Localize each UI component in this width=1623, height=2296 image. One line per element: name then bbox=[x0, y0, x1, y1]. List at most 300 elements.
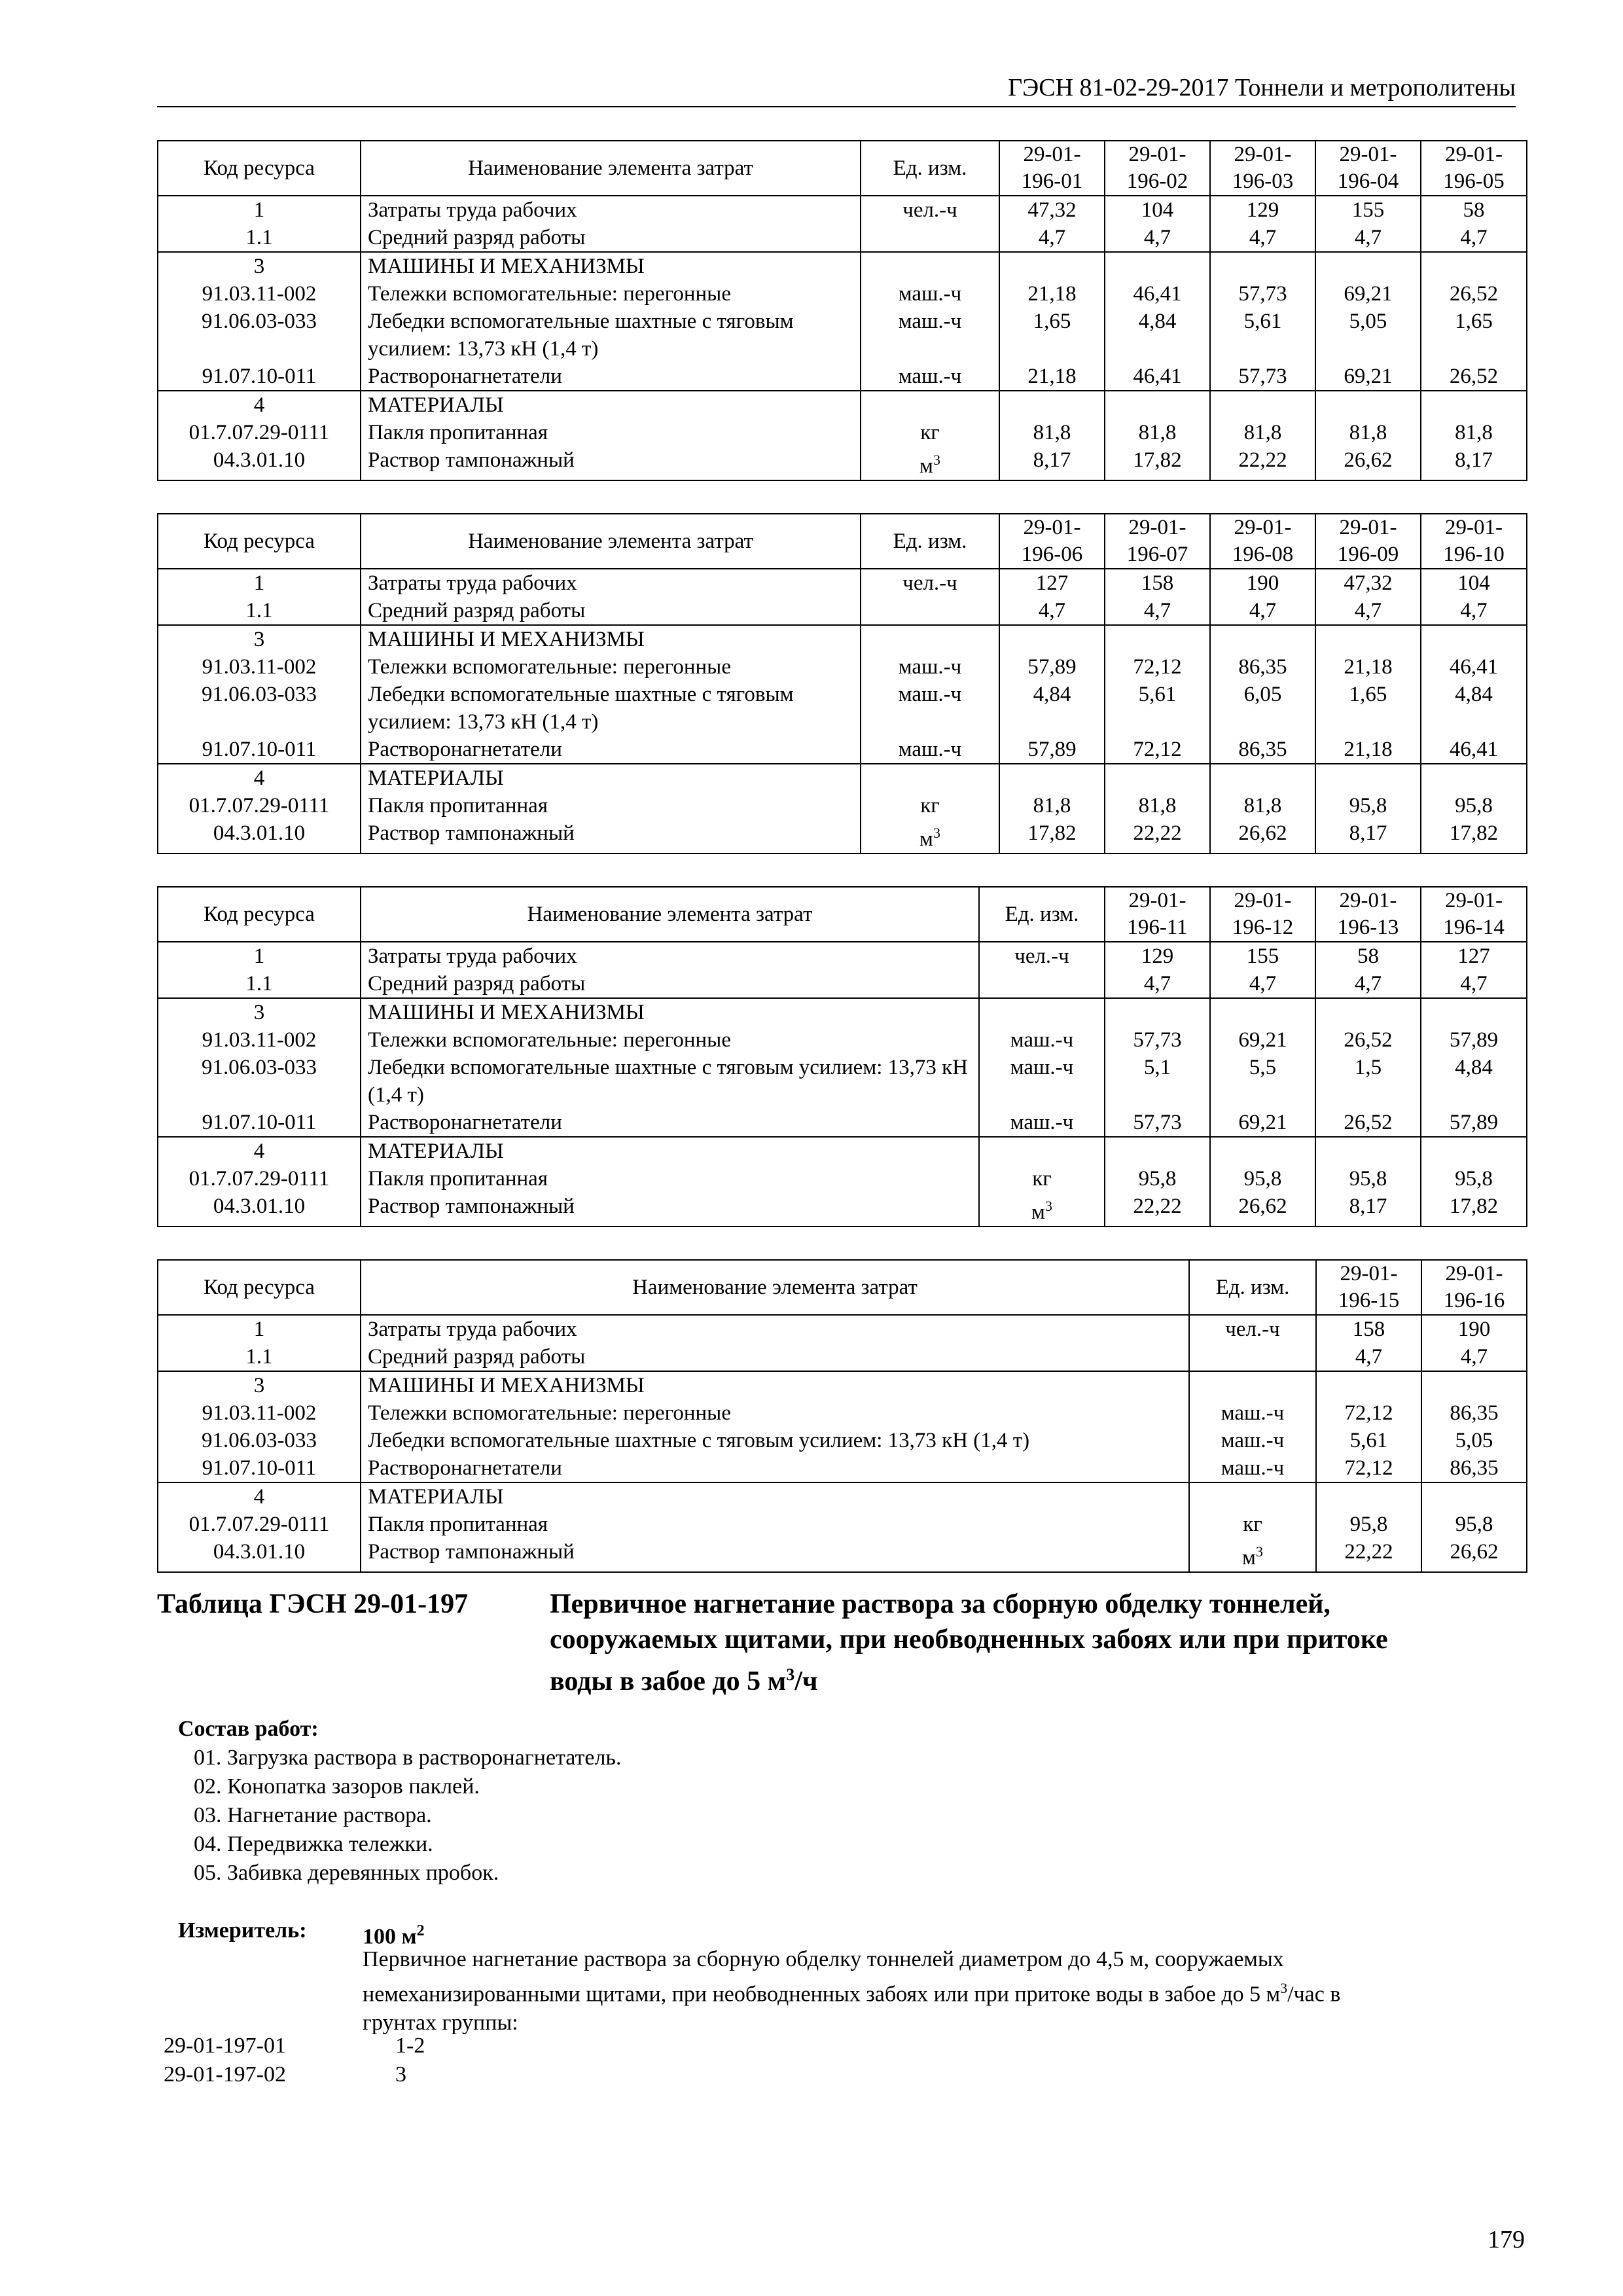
resource-value: 104 bbox=[1421, 569, 1527, 597]
header-code-col: Код ресурса bbox=[158, 514, 361, 569]
header-norm-code bbox=[1105, 514, 1210, 569]
resource-code: 1.1 bbox=[158, 1343, 361, 1371]
resource-value: 22,22 bbox=[1210, 446, 1315, 480]
page-number: 179 bbox=[1488, 2226, 1525, 2253]
resource-unit: маш.-ч bbox=[1189, 1454, 1316, 1482]
table-row bbox=[158, 653, 1527, 681]
work-item-02: 02. Конопатка зазоров паклей. bbox=[194, 1774, 480, 1799]
resource-name: Растворонагнетатели bbox=[361, 1454, 1189, 1482]
resource-value: 57,89 bbox=[1421, 1109, 1527, 1137]
norm-code-line2: 196-04 bbox=[1337, 170, 1399, 193]
table-row bbox=[158, 736, 1527, 764]
header-norm-code bbox=[1105, 141, 1210, 196]
measurement-description bbox=[363, 1945, 1527, 2037]
resource-value: 86,35 bbox=[1210, 653, 1315, 681]
resource-code: 04.3.01.10 bbox=[158, 1193, 361, 1227]
resource-name: Затраты труда рабочих bbox=[361, 942, 979, 970]
resource-code: 3 bbox=[158, 1371, 361, 1399]
resource-value: 129 bbox=[1105, 942, 1210, 970]
resource-value: 69,21 bbox=[1210, 1109, 1315, 1137]
resource-name: Лебедки вспомогательные шахтные с тяговым усилием: 13,73 кН (1,4 т) bbox=[361, 1427, 1189, 1454]
resource-value: 47,32 bbox=[999, 196, 1105, 224]
resource-value bbox=[999, 625, 1105, 653]
resource-value: 4,7 bbox=[1421, 1343, 1527, 1371]
resource-value bbox=[1316, 1371, 1421, 1399]
resource-name: Тележки вспомогательные: перегонные bbox=[361, 280, 861, 308]
unit-sup: 3 bbox=[1044, 1198, 1052, 1214]
norm-code-line1: 29-01- bbox=[1445, 143, 1503, 166]
resource-unit bbox=[979, 1137, 1105, 1165]
norm-code-line2: 196-07 bbox=[1126, 543, 1188, 566]
resource-value: 21,18 bbox=[999, 363, 1105, 391]
measurement-desc-line-2a: немеханизированными щитами, при необводненных забоях или при притоке воды в забое до 5 м bbox=[363, 1982, 1281, 2007]
table-row bbox=[158, 419, 1527, 446]
resource-value: 72,12 bbox=[1105, 736, 1210, 764]
norm-code-line2: 196-03 bbox=[1232, 170, 1294, 193]
measurement-desc-line-2b: /час в bbox=[1287, 1982, 1341, 2007]
measurement-row-code-2: 29-01-197-02 bbox=[164, 2062, 286, 2087]
table-row bbox=[158, 942, 1527, 970]
resource-value: 4,7 bbox=[1105, 597, 1210, 625]
resource-name: МАТЕРИАЛЫ bbox=[361, 1137, 979, 1165]
resource-value: 5,05 bbox=[1421, 1427, 1527, 1454]
resource-unit: чел.-ч bbox=[979, 942, 1105, 970]
resource-unit: маш.-ч bbox=[1189, 1399, 1316, 1427]
header-norm-code bbox=[1210, 141, 1315, 196]
header-unit-col: Ед. изм. bbox=[1189, 1260, 1316, 1315]
resource-value: 46,41 bbox=[1105, 280, 1210, 308]
table-197-title-line-1: Первичное нагнетание раствора за сборную обделку тоннелей, bbox=[550, 1589, 1330, 1619]
measurement-label: Измеритель: bbox=[178, 1918, 307, 1943]
resource-name: Средний разряд работы bbox=[361, 224, 861, 252]
resource-unit bbox=[861, 224, 999, 252]
resource-value: 81,8 bbox=[1210, 419, 1315, 446]
resource-value bbox=[1210, 998, 1315, 1026]
resource-value: 4,7 bbox=[1421, 597, 1527, 625]
header-norm-code bbox=[999, 141, 1105, 196]
resource-name: Лебедки вспомогательные шахтные с тяговым усилием: 13,73 кН (1,4 т) bbox=[361, 681, 861, 736]
table-row bbox=[158, 1399, 1527, 1427]
resource-code: 04.3.01.10 bbox=[158, 819, 361, 853]
resource-unit: маш.-ч bbox=[861, 736, 999, 764]
resource-code: 4 bbox=[158, 764, 361, 792]
resource-table-1 bbox=[157, 140, 1527, 481]
table-row bbox=[158, 1482, 1527, 1511]
norm-code-line2: 196-16 bbox=[1443, 1289, 1505, 1312]
header-norm-code bbox=[1105, 887, 1210, 942]
resource-value: 95,8 bbox=[1315, 1165, 1421, 1193]
measurement-desc-sup: 3 bbox=[1280, 1980, 1288, 1996]
header-name-col: Наименование элемента затрат bbox=[361, 514, 861, 569]
norm-code-line2: 196-09 bbox=[1337, 543, 1399, 566]
resource-value: 81,8 bbox=[1105, 792, 1210, 819]
norm-code-line2: 196-10 bbox=[1443, 543, 1505, 566]
resource-unit bbox=[979, 970, 1105, 998]
resource-unit bbox=[861, 597, 999, 625]
resource-value: 95,8 bbox=[1316, 1511, 1421, 1538]
resource-value: 57,89 bbox=[999, 653, 1105, 681]
resource-value: 81,8 bbox=[999, 419, 1105, 446]
resource-code: 1 bbox=[158, 1315, 361, 1343]
resource-value: 1,65 bbox=[999, 308, 1105, 363]
resource-value: 95,8 bbox=[1315, 792, 1421, 819]
resource-code: 91.03.11-002 bbox=[158, 653, 361, 681]
resource-unit bbox=[861, 764, 999, 792]
resource-value: 46,41 bbox=[1421, 736, 1527, 764]
resource-unit bbox=[1189, 1371, 1316, 1399]
header-norm-code bbox=[1210, 887, 1315, 942]
resource-name: МАШИНЫ И МЕХАНИЗМЫ bbox=[361, 625, 861, 653]
resource-code: 91.07.10-011 bbox=[158, 1109, 361, 1137]
resource-name: Растворонагнетатели bbox=[361, 1109, 979, 1137]
norm-code-line1: 29-01- bbox=[1023, 516, 1081, 539]
resource-value bbox=[1105, 252, 1210, 280]
resource-code: 91.07.10-011 bbox=[158, 363, 361, 391]
resource-code: 01.7.07.29-0111 bbox=[158, 1511, 361, 1538]
norm-code-line1: 29-01- bbox=[1445, 889, 1503, 912]
resource-value: 4,7 bbox=[1105, 224, 1210, 252]
resource-unit bbox=[1189, 1343, 1316, 1371]
header-norm-code bbox=[1316, 1260, 1421, 1315]
resource-value: 22,22 bbox=[1316, 1538, 1421, 1572]
resource-unit: чел.-ч bbox=[1189, 1315, 1316, 1343]
measurement-value-sup: 2 bbox=[416, 1922, 425, 1939]
table-row bbox=[158, 625, 1527, 653]
resource-value: 21,18 bbox=[1315, 736, 1421, 764]
measurement-desc-line-1: Первичное нагнетание раствора за сборную обделку тоннелей диаметром до 4,5 м, сооружаемых bbox=[363, 1947, 1284, 1971]
header-norm-code bbox=[1421, 1260, 1527, 1315]
resource-name: Лебедки вспомогательные шахтные с тяговым усилием: 13,73 кН (1,4 т) bbox=[361, 308, 861, 363]
norm-code-line1: 29-01- bbox=[1340, 1262, 1398, 1285]
resource-table-3 bbox=[157, 886, 1527, 1227]
resource-code: 4 bbox=[158, 1137, 361, 1165]
resource-value: 26,52 bbox=[1421, 363, 1527, 391]
resource-value bbox=[1315, 252, 1421, 280]
header-norm-code bbox=[1315, 141, 1421, 196]
norm-code-line1: 29-01- bbox=[1234, 516, 1292, 539]
resource-name: Раствор тампонажный bbox=[361, 446, 861, 480]
resource-value: 22,22 bbox=[1105, 819, 1210, 853]
resource-value: 95,8 bbox=[1105, 1165, 1210, 1193]
table-197-label: Таблица ГЭСН 29-01-197 bbox=[157, 1589, 469, 1619]
norm-code-line1: 29-01- bbox=[1339, 889, 1397, 912]
resource-code: 04.3.01.10 bbox=[158, 446, 361, 480]
measurement-row-group-1: 1-2 bbox=[395, 2034, 425, 2058]
resource-value bbox=[1315, 1137, 1421, 1165]
resource-name: Лебедки вспомогательные шахтные с тяговым усилием: 13,73 кН (1,4 т) bbox=[361, 1054, 979, 1109]
resource-value bbox=[1105, 998, 1210, 1026]
resource-value: 5,1 bbox=[1105, 1054, 1210, 1109]
resource-code: 01.7.07.29-0111 bbox=[158, 1165, 361, 1193]
resource-value: 57,73 bbox=[1210, 280, 1315, 308]
table-row bbox=[158, 998, 1527, 1026]
resource-value: 4,84 bbox=[1105, 308, 1210, 363]
table-row bbox=[158, 1538, 1527, 1572]
resource-value: 69,21 bbox=[1210, 1026, 1315, 1054]
resource-unit bbox=[1189, 1482, 1316, 1511]
work-item-03: 03. Нагнетание раствора. bbox=[194, 1803, 432, 1827]
work-composition bbox=[178, 1715, 1356, 1888]
resource-unit bbox=[861, 252, 999, 280]
resource-code: 01.7.07.29-0111 bbox=[158, 419, 361, 446]
resource-value: 190 bbox=[1421, 1315, 1527, 1343]
resource-value: 47,32 bbox=[1315, 569, 1421, 597]
resource-name: Пакля пропитанная bbox=[361, 419, 861, 446]
resource-name: Раствор тампонажный bbox=[361, 819, 861, 853]
resource-value bbox=[1421, 1137, 1527, 1165]
resource-value: 190 bbox=[1210, 569, 1315, 597]
unit-text: м bbox=[1031, 1200, 1045, 1224]
resource-value: 158 bbox=[1105, 569, 1210, 597]
table-row bbox=[158, 819, 1527, 853]
resource-unit: маш.-ч bbox=[861, 653, 999, 681]
resource-value: 4,7 bbox=[1316, 1343, 1421, 1371]
resource-code: 1 bbox=[158, 942, 361, 970]
table-row bbox=[158, 681, 1527, 736]
norm-code-line2: 196-02 bbox=[1126, 170, 1188, 193]
resource-value: 5,61 bbox=[1105, 681, 1210, 736]
resource-value: 72,12 bbox=[1316, 1454, 1421, 1482]
resource-value: 72,12 bbox=[1316, 1399, 1421, 1427]
table-row bbox=[158, 970, 1527, 998]
measurement-desc-line-2 bbox=[363, 1974, 1527, 2009]
resource-name: Средний разряд работы bbox=[361, 597, 861, 625]
resource-value: 21,18 bbox=[1315, 653, 1421, 681]
resource-value bbox=[999, 391, 1105, 419]
resource-value: 4,7 bbox=[1315, 970, 1421, 998]
resource-name: Пакля пропитанная bbox=[361, 1165, 979, 1193]
norm-code-line2: 196-08 bbox=[1232, 543, 1294, 566]
resource-value: 69,21 bbox=[1315, 280, 1421, 308]
table-row bbox=[158, 196, 1527, 224]
table-row bbox=[158, 764, 1527, 792]
resource-value: 17,82 bbox=[1105, 446, 1210, 480]
header-code-col: Код ресурса bbox=[158, 887, 361, 942]
norm-code-line2: 196-05 bbox=[1443, 170, 1505, 193]
resource-value bbox=[1421, 1371, 1527, 1399]
resource-unit: маш.-ч bbox=[979, 1109, 1105, 1137]
resource-value: 127 bbox=[999, 569, 1105, 597]
resource-name: МАТЕРИАЛЫ bbox=[361, 391, 861, 419]
resource-name: МАШИНЫ И МЕХАНИЗМЫ bbox=[361, 998, 979, 1026]
resource-value: 4,7 bbox=[1210, 597, 1315, 625]
resource-value: 58 bbox=[1315, 942, 1421, 970]
table-row bbox=[158, 308, 1527, 363]
norm-code-line1: 29-01- bbox=[1445, 1262, 1503, 1285]
resource-unit: кг bbox=[861, 792, 999, 819]
resource-value bbox=[1315, 998, 1421, 1026]
resource-code: 4 bbox=[158, 391, 361, 419]
measurement-row-code-1: 29-01-197-01 bbox=[164, 2034, 286, 2058]
measurement-desc-line-3: грунтах группы: bbox=[363, 2011, 518, 2036]
resource-value: 81,8 bbox=[999, 792, 1105, 819]
resource-value: 155 bbox=[1315, 196, 1421, 224]
resource-value: 81,8 bbox=[1210, 792, 1315, 819]
table-row bbox=[158, 1109, 1527, 1137]
table-row bbox=[158, 1343, 1527, 1371]
resource-value: 95,8 bbox=[1421, 792, 1527, 819]
resource-value: 8,17 bbox=[999, 446, 1105, 480]
resource-value: 4,7 bbox=[1315, 224, 1421, 252]
norm-code-line2: 196-14 bbox=[1443, 916, 1505, 939]
resource-value bbox=[1421, 1482, 1527, 1511]
resource-value: 17,82 bbox=[999, 819, 1105, 853]
resource-value: 8,17 bbox=[1315, 819, 1421, 853]
resource-value: 26,52 bbox=[1315, 1109, 1421, 1137]
resource-name: Пакля пропитанная bbox=[361, 792, 861, 819]
resource-value: 26,62 bbox=[1210, 819, 1315, 853]
resource-value: 4,7 bbox=[1105, 970, 1210, 998]
resource-value: 86,35 bbox=[1421, 1399, 1527, 1427]
resource-name: МАТЕРИАЛЫ bbox=[361, 764, 861, 792]
norm-code-line2: 196-01 bbox=[1021, 170, 1083, 193]
table-row bbox=[158, 1054, 1527, 1109]
resource-unit: маш.-ч bbox=[861, 363, 999, 391]
work-composition-heading: Состав работ: bbox=[178, 1717, 319, 1741]
table-row bbox=[158, 597, 1527, 625]
resource-unit bbox=[979, 998, 1105, 1026]
table-row bbox=[158, 224, 1527, 252]
resource-name: Раствор тампонажный bbox=[361, 1193, 979, 1227]
resource-unit: маш.-ч bbox=[861, 280, 999, 308]
table-197-title-line-3 bbox=[550, 1657, 1531, 1699]
unit-text: м bbox=[1242, 1546, 1256, 1570]
resource-value: 21,18 bbox=[999, 280, 1105, 308]
resource-unit: маш.-ч bbox=[861, 308, 999, 363]
resource-code: 1 bbox=[158, 196, 361, 224]
resource-value: 4,7 bbox=[1210, 970, 1315, 998]
resource-value: 8,17 bbox=[1315, 1193, 1421, 1227]
unit-text: м bbox=[919, 454, 933, 478]
resource-table-4 bbox=[157, 1259, 1527, 1573]
norm-code-line2: 196-06 bbox=[1021, 543, 1083, 566]
resource-value: 4,84 bbox=[1421, 1054, 1527, 1109]
resource-name: Затраты труда рабочих bbox=[361, 196, 861, 224]
resource-code: 4 bbox=[158, 1482, 361, 1511]
resource-value: 46,41 bbox=[1105, 363, 1210, 391]
resource-value: 4,7 bbox=[1315, 597, 1421, 625]
resource-value bbox=[1421, 998, 1527, 1026]
resource-code: 91.07.10-011 bbox=[158, 1454, 361, 1482]
table-197-title-line-2: сооружаемых щитами, при необводненных забоях или при притоке bbox=[550, 1624, 1388, 1655]
resource-name: Тележки вспомогательные: перегонные bbox=[361, 1026, 979, 1054]
resource-value: 4,7 bbox=[1421, 970, 1527, 998]
norm-code-line1: 29-01- bbox=[1128, 143, 1186, 166]
resource-unit bbox=[1189, 1538, 1316, 1572]
header-unit-col: Ед. изм. bbox=[861, 514, 999, 569]
resource-value: 4,7 bbox=[1210, 224, 1315, 252]
resource-code: 3 bbox=[158, 625, 361, 653]
resource-code: 1.1 bbox=[158, 224, 361, 252]
resource-value: 4,7 bbox=[999, 224, 1105, 252]
norm-code-line1: 29-01- bbox=[1445, 516, 1503, 539]
resource-value bbox=[1105, 625, 1210, 653]
header-norm-code bbox=[999, 514, 1105, 569]
resource-code: 91.06.03-033 bbox=[158, 308, 361, 363]
resource-value bbox=[1210, 252, 1315, 280]
resource-code: 1.1 bbox=[158, 597, 361, 625]
resource-unit: маш.-ч bbox=[979, 1026, 1105, 1054]
resource-code: 91.03.11-002 bbox=[158, 1399, 361, 1427]
resource-name: Раствор тампонажный bbox=[361, 1538, 1189, 1572]
header-norm-code bbox=[1315, 514, 1421, 569]
measurement-row-group-2: 3 bbox=[395, 2062, 406, 2087]
table-row bbox=[158, 1454, 1527, 1482]
resource-name: Тележки вспомогательные: перегонные bbox=[361, 1399, 1189, 1427]
resource-value: 26,62 bbox=[1315, 446, 1421, 480]
resource-value bbox=[1315, 625, 1421, 653]
resource-name: Средний разряд работы bbox=[361, 970, 979, 998]
header-name-col: Наименование элемента затрат bbox=[361, 141, 861, 196]
resource-table-2 bbox=[157, 513, 1527, 854]
header-norm-code bbox=[1421, 141, 1527, 196]
resource-name: МАТЕРИАЛЫ bbox=[361, 1482, 1189, 1511]
resource-value: 57,89 bbox=[999, 736, 1105, 764]
resource-value: 158 bbox=[1316, 1315, 1421, 1343]
resource-value: 26,52 bbox=[1315, 1026, 1421, 1054]
resource-value bbox=[1210, 764, 1315, 792]
resource-value bbox=[1421, 625, 1527, 653]
resource-value: 5,61 bbox=[1316, 1427, 1421, 1454]
resource-unit bbox=[861, 625, 999, 653]
resource-name: Средний разряд работы bbox=[361, 1343, 1189, 1371]
resource-value bbox=[1105, 1137, 1210, 1165]
resource-value: 57,89 bbox=[1421, 1026, 1527, 1054]
resource-value: 5,5 bbox=[1210, 1054, 1315, 1109]
resource-name: Тележки вспомогательные: перегонные bbox=[361, 653, 861, 681]
table-row bbox=[158, 363, 1527, 391]
table-row bbox=[158, 252, 1527, 280]
table-row bbox=[158, 1427, 1527, 1454]
norm-code-line1: 29-01- bbox=[1128, 516, 1186, 539]
table-row bbox=[158, 1026, 1527, 1054]
resource-code: 04.3.01.10 bbox=[158, 1538, 361, 1572]
resource-value: 95,8 bbox=[1210, 1165, 1315, 1193]
resource-value: 57,73 bbox=[1105, 1109, 1210, 1137]
resource-value: 5,61 bbox=[1210, 308, 1315, 363]
resource-value: 86,35 bbox=[1421, 1454, 1527, 1482]
resource-value: 4,84 bbox=[1421, 681, 1527, 736]
resource-code: 1 bbox=[158, 569, 361, 597]
resource-value bbox=[1210, 625, 1315, 653]
table-197-title-line-3-text: воды в забое до 5 м bbox=[550, 1666, 787, 1696]
resource-value: 57,73 bbox=[1210, 363, 1315, 391]
resource-value: 1,5 bbox=[1315, 1054, 1421, 1109]
resource-unit bbox=[979, 1193, 1105, 1227]
resource-value: 81,8 bbox=[1315, 419, 1421, 446]
norm-code-line2: 196-13 bbox=[1337, 916, 1399, 939]
resource-name: МАШИНЫ И МЕХАНИЗМЫ bbox=[361, 252, 861, 280]
resource-unit: кг bbox=[979, 1165, 1105, 1193]
resource-value: 22,22 bbox=[1105, 1193, 1210, 1227]
resource-name: Затраты труда рабочих bbox=[361, 1315, 1189, 1343]
header-unit-col: Ед. изм. bbox=[861, 141, 999, 196]
resource-name: Растворонагнетатели bbox=[361, 736, 861, 764]
resource-unit: чел.-ч bbox=[861, 196, 999, 224]
resource-value: 17,82 bbox=[1421, 819, 1527, 853]
norm-code-line1: 29-01- bbox=[1023, 143, 1081, 166]
resource-code: 91.06.03-033 bbox=[158, 1427, 361, 1454]
header-name-col: Наименование элемента затрат bbox=[361, 1260, 1189, 1315]
norm-code-line1: 29-01- bbox=[1339, 143, 1397, 166]
resource-value: 127 bbox=[1421, 942, 1527, 970]
table-197-title-sup: 3 bbox=[786, 1665, 795, 1684]
resource-value: 129 bbox=[1210, 196, 1315, 224]
header-norm-code bbox=[1210, 514, 1315, 569]
unit-sup: 3 bbox=[933, 452, 940, 468]
running-header: ГЭСН 81-02-29-2017 Тоннели и метрополитены bbox=[157, 73, 1516, 107]
resource-value: 58 bbox=[1421, 196, 1527, 224]
